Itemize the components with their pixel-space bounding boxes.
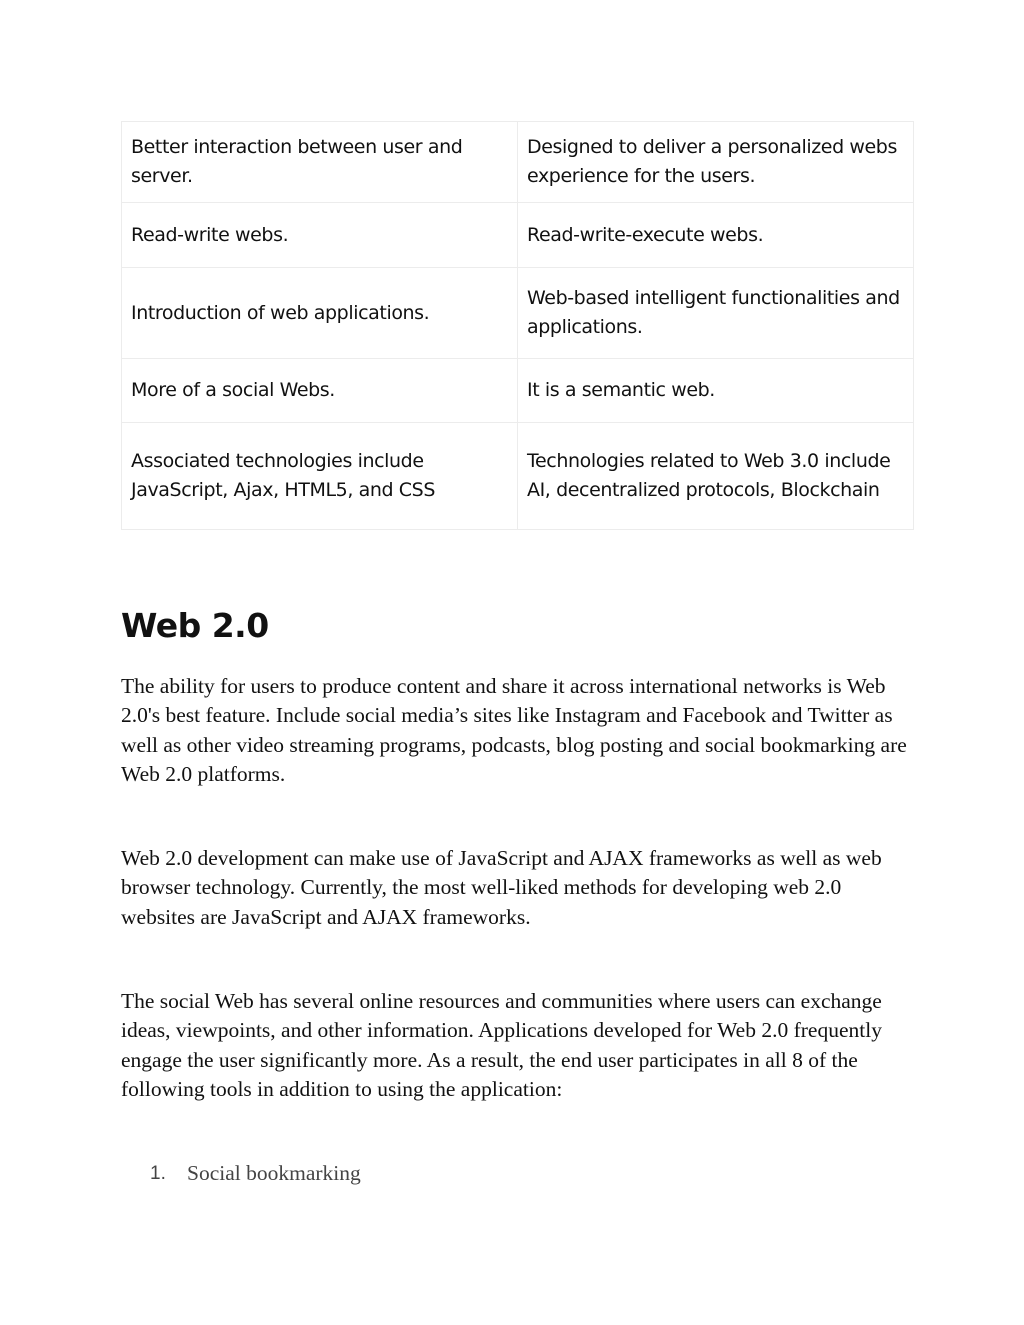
table-cell-web3: Web-based intelligent functionalities and applications. <box>518 268 914 359</box>
section-heading: Web 2.0 <box>121 606 269 645</box>
tools-list <box>150 1159 361 1188</box>
table-cell-web3: Technologies related to Web 3.0 include AI, decentralized protocols, Blockchain <box>518 423 914 530</box>
comparison-table <box>121 121 914 530</box>
table-cell-web3: Read-write-execute webs. <box>518 203 914 268</box>
body-paragraph: The social Web has several online resources and communities where users can exchange ideas, viewpoints, and other information. Applications developed for Web 2.0 frequently engage the user significantly more. As a result, the end user participates in all 8 of the following tools in addition to using the application: <box>121 989 882 1101</box>
table-row <box>122 203 914 268</box>
list-item-number: 1. <box>150 1163 166 1184</box>
table-row <box>122 268 914 359</box>
table-cell-web3: It is a semantic web. <box>518 359 914 423</box>
table-cell-web2: More of a social Webs. <box>122 359 518 423</box>
table-row <box>122 122 914 203</box>
list-item-label: Social bookmarking <box>187 1161 361 1185</box>
table-cell-web3: Designed to deliver a personalized webs experience for the users. <box>518 122 914 203</box>
table-cell-web2: Read-write webs. <box>122 203 518 268</box>
table-cell-web2: Introduction of web applications. <box>122 268 518 359</box>
table-cell-web2: Better interaction between user and server. <box>122 122 518 203</box>
body-paragraph: The ability for users to produce content and share it across international networks is Web 2.0's best feature. Include social media’s sites like Instagram and Facebook and Twitter as well as other video streaming programs, podcasts, blog posting and social bookmarking are Web 2.0 platforms. <box>121 674 907 786</box>
list-item <box>150 1159 361 1188</box>
table-cell-web2: Associated technologies include JavaScript, Ajax, HTML5, and CSS <box>122 423 518 530</box>
table-row <box>122 423 914 530</box>
body-paragraph: Web 2.0 development can make use of JavaScript and AJAX frameworks as well as web browser technology. Currently, the most well-liked methods for developing web 2.0 websites are JavaScript and AJAX frameworks. <box>121 846 882 929</box>
table-row <box>122 359 914 423</box>
